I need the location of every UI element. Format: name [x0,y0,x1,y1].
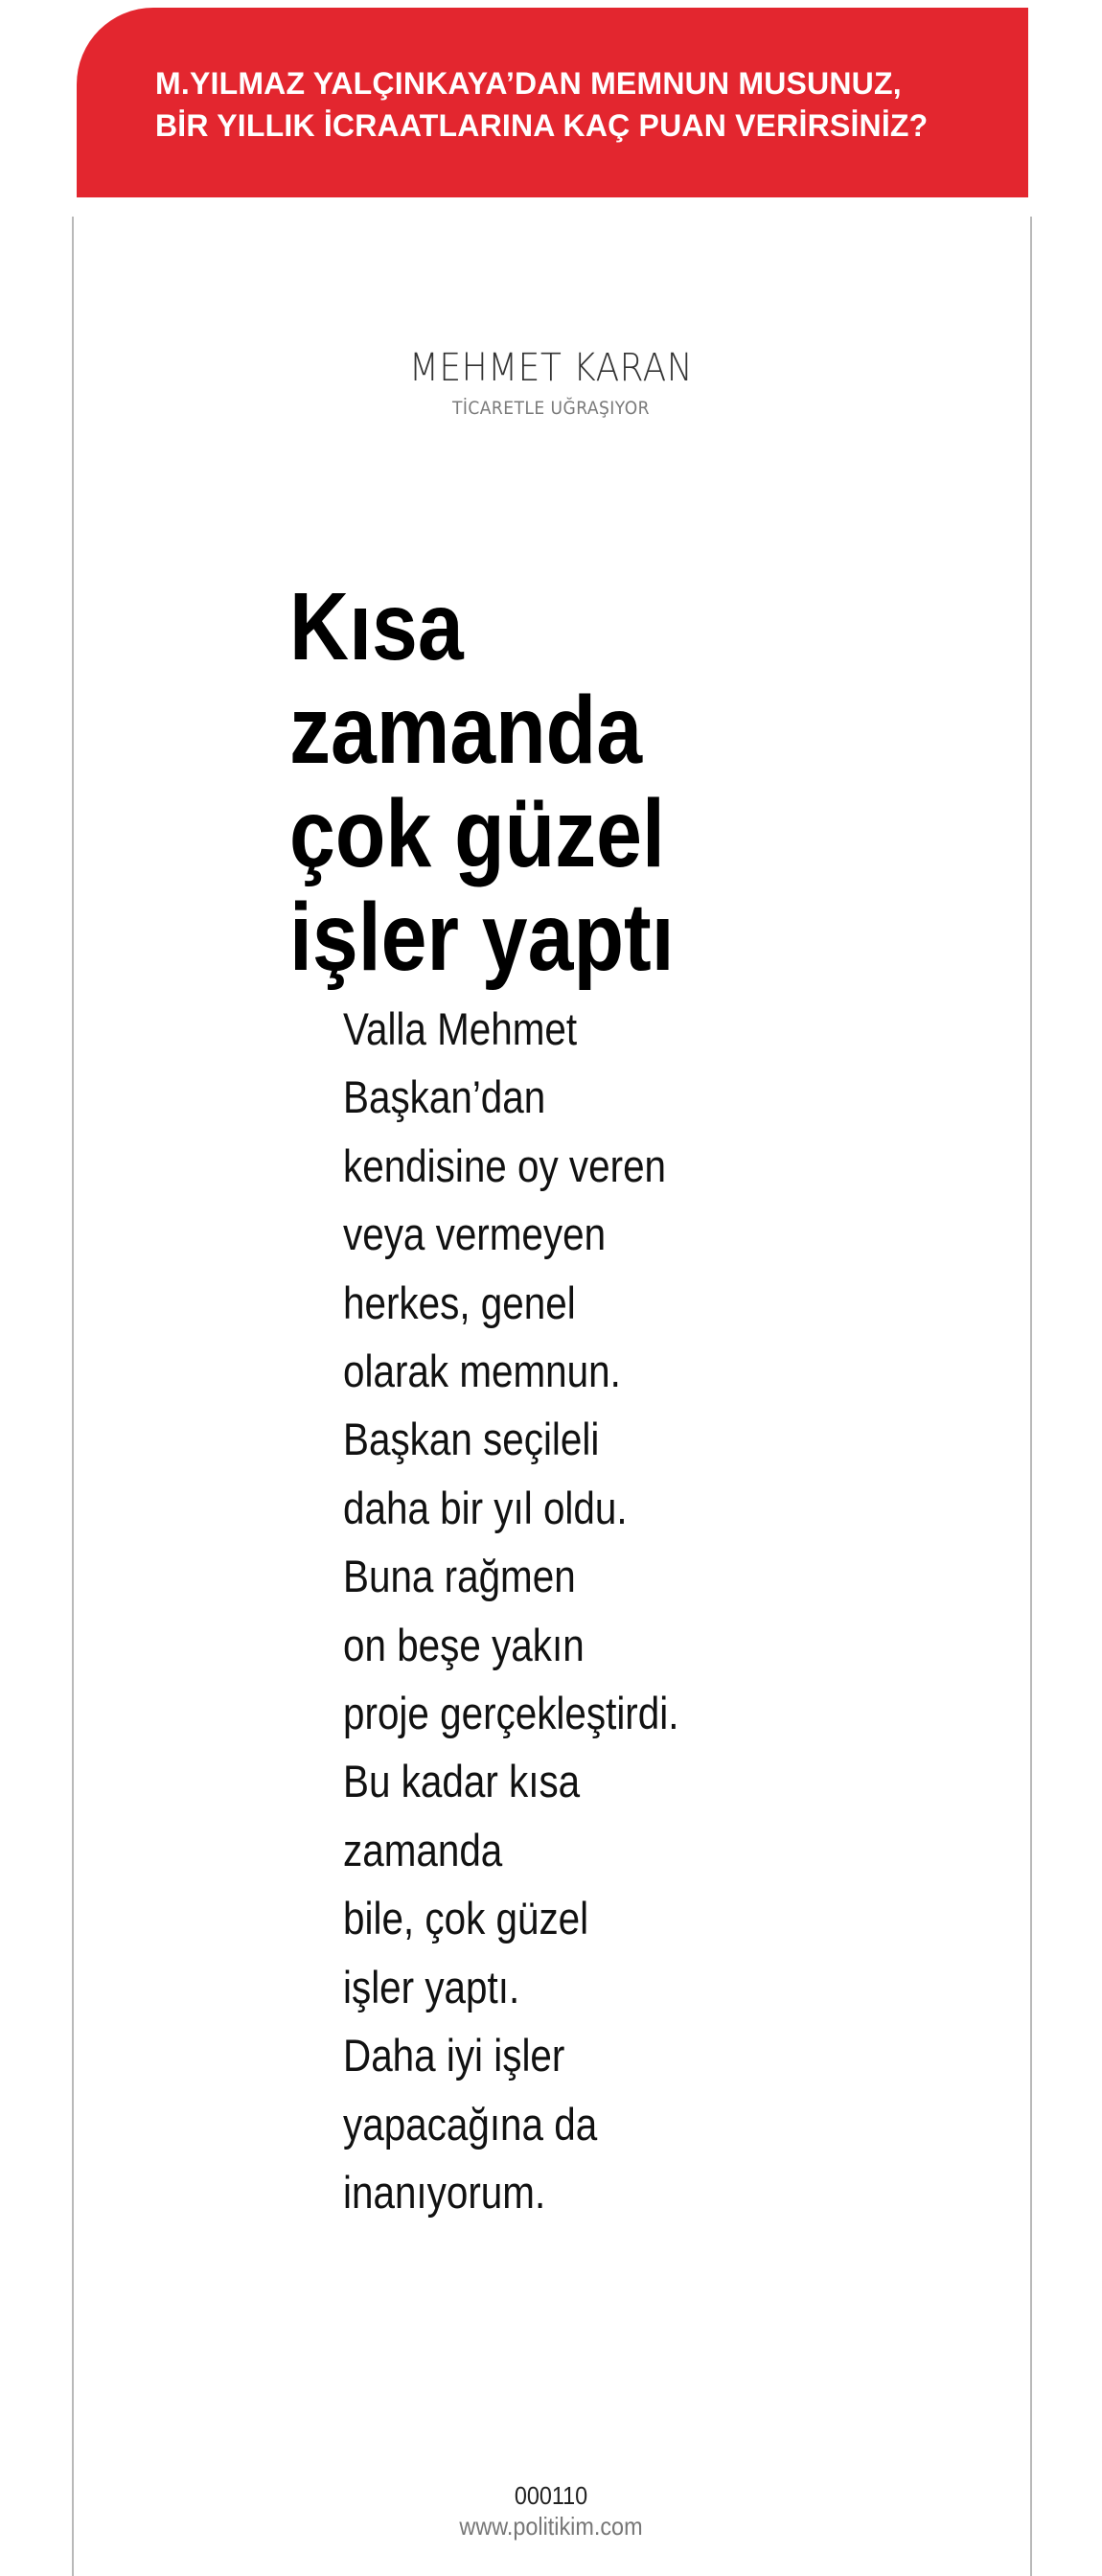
headline [289,575,737,989]
body-line: yapacağına da [343,2098,598,2150]
question-banner [77,8,1028,197]
banner-question-line-1: M.YILMAZ YALÇINKAYA’DAN MEMNUN MUSUNUZ, [155,66,902,101]
author-block [0,341,1102,422]
footer [0,2480,1102,2542]
headline-line: zamanda [289,677,643,784]
body-line: zamanda [343,1824,503,1875]
body-line: işler yaptı. [343,1961,520,2012]
headline-line: çok güzel [289,780,665,887]
body-line: Daha iyi işler [343,2030,565,2082]
headline-line: Kısa [289,573,464,680]
body-line: olarak memnun. [343,1346,621,1397]
body-line: Bu kadar kısa [343,1756,581,1807]
body-line: proje gerçekleştirdi. [343,1688,679,1739]
banner-question-line-2: BİR YILLIK İCRAATLARINA KAÇ PUAN VERİRSİNİZ? [155,108,929,143]
body-line: Başkan’dan [343,1071,546,1123]
author-role: TİCARETLE UĞRAŞIYOR [452,398,650,419]
body-line: Valla Mehmet [343,1003,578,1054]
body-line: Başkan seçileli [343,1414,600,1465]
quote-body [343,995,734,2226]
body-line: herkes, genel [343,1276,576,1328]
article-code: 000110 [514,2481,588,2510]
body-line: kendisine oy veren [343,1139,667,1191]
body-line: on beşe yakın [343,1619,585,1670]
body-line: veya vermeyen [343,1208,607,1260]
left-divider [72,217,74,2576]
right-divider [1030,217,1032,2576]
body-line: inanıyorum. [343,2166,546,2218]
author-name: MEHMET KARAN [408,346,694,390]
headline-line: işler yaptı [289,884,675,991]
body-line: bile, çok güzel [343,1893,589,1944]
body-line: Buna rağmen [343,1551,576,1602]
body-line: daha bir yıl oldu. [343,1482,628,1533]
site-url: www.politikim.com [459,2512,643,2541]
